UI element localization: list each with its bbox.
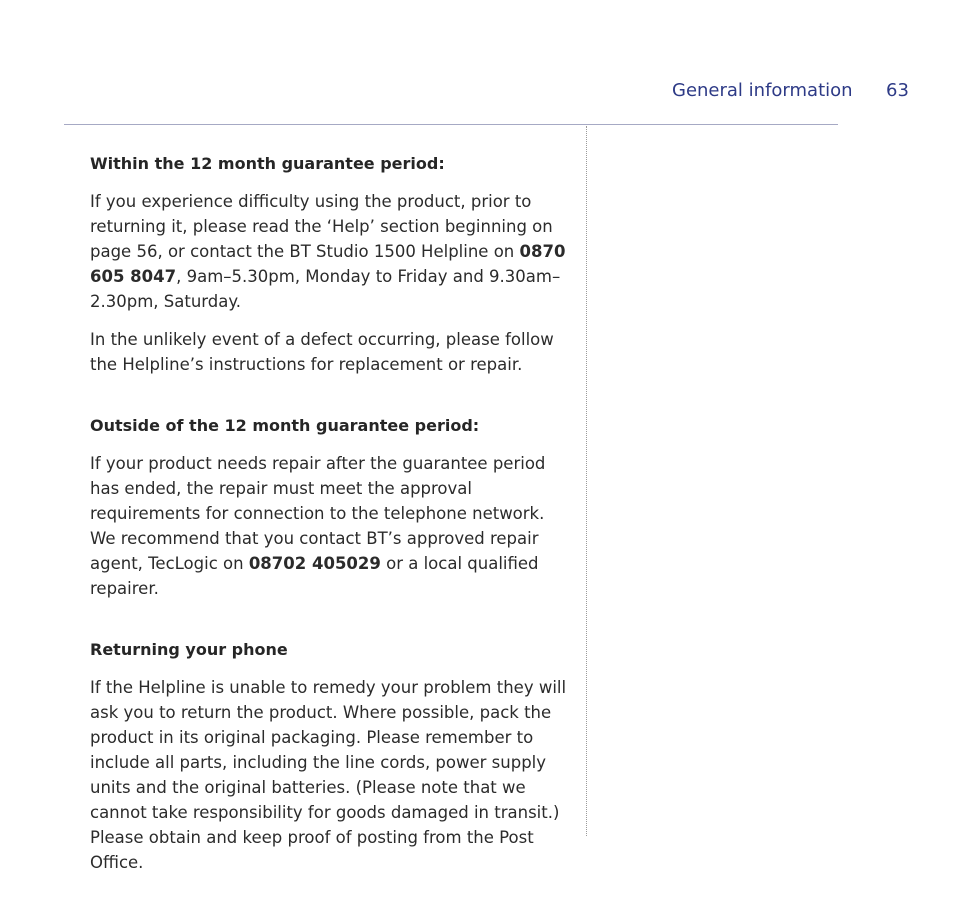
main-content bbox=[90, 152, 574, 888]
column-divider bbox=[586, 126, 587, 836]
section-heading: Returning your phone bbox=[90, 640, 288, 659]
repair-agent-phone-number: 08702 405029 bbox=[248, 554, 381, 573]
paragraph-text: If your product needs repair after the guarantee period has ended, the repair must meet the approval requirements for connection to the telephone network. We recommend that you contact BT’s approved repair agent, TecLogic on bbox=[90, 454, 546, 573]
section-paragraph: In the unlikely event of a defect occurring, please follow the Helpline’s instructions for replacement or repair. bbox=[90, 330, 554, 374]
paragraph-text: , 9am–5.30pm, Monday to Friday and 9.30am–2.30pm, Saturday. bbox=[90, 267, 561, 311]
section-spacer bbox=[90, 390, 574, 414]
header-rule bbox=[64, 124, 838, 125]
paragraph-text: If you experience difficulty using the product, prior to returning it, please read the ‘Help’ section beginning on page 56, or contact the BT Studio 1500 Helpline on bbox=[90, 192, 553, 261]
helpline-phone-number: 0870 605 8047 bbox=[90, 242, 566, 286]
section-outside-guarantee bbox=[90, 414, 574, 601]
section-paragraph bbox=[90, 189, 574, 314]
section-heading: Within the 12 month guarantee period: bbox=[90, 154, 445, 173]
section-paragraph bbox=[90, 451, 574, 601]
section-returning-phone bbox=[90, 638, 574, 875]
section-within-guarantee bbox=[90, 152, 574, 377]
section-spacer bbox=[90, 614, 574, 638]
paragraph-text: or a local qualified repairer. bbox=[90, 554, 539, 598]
page-number: 63 bbox=[886, 80, 909, 101]
header-section-title: General information bbox=[672, 80, 853, 101]
section-heading: Outside of the 12 month guarantee period: bbox=[90, 416, 480, 435]
section-paragraph: If the Helpline is unable to remedy your problem they will ask you to return the product. Where possible, pack the product in its original packaging. Please remember to include all parts, including the line cords, power supply units and the original batteries. (Please note that we cannot take responsibility for goods damaged in transit.) Please obtain and keep proof of posting from the Post Office. bbox=[90, 678, 567, 872]
